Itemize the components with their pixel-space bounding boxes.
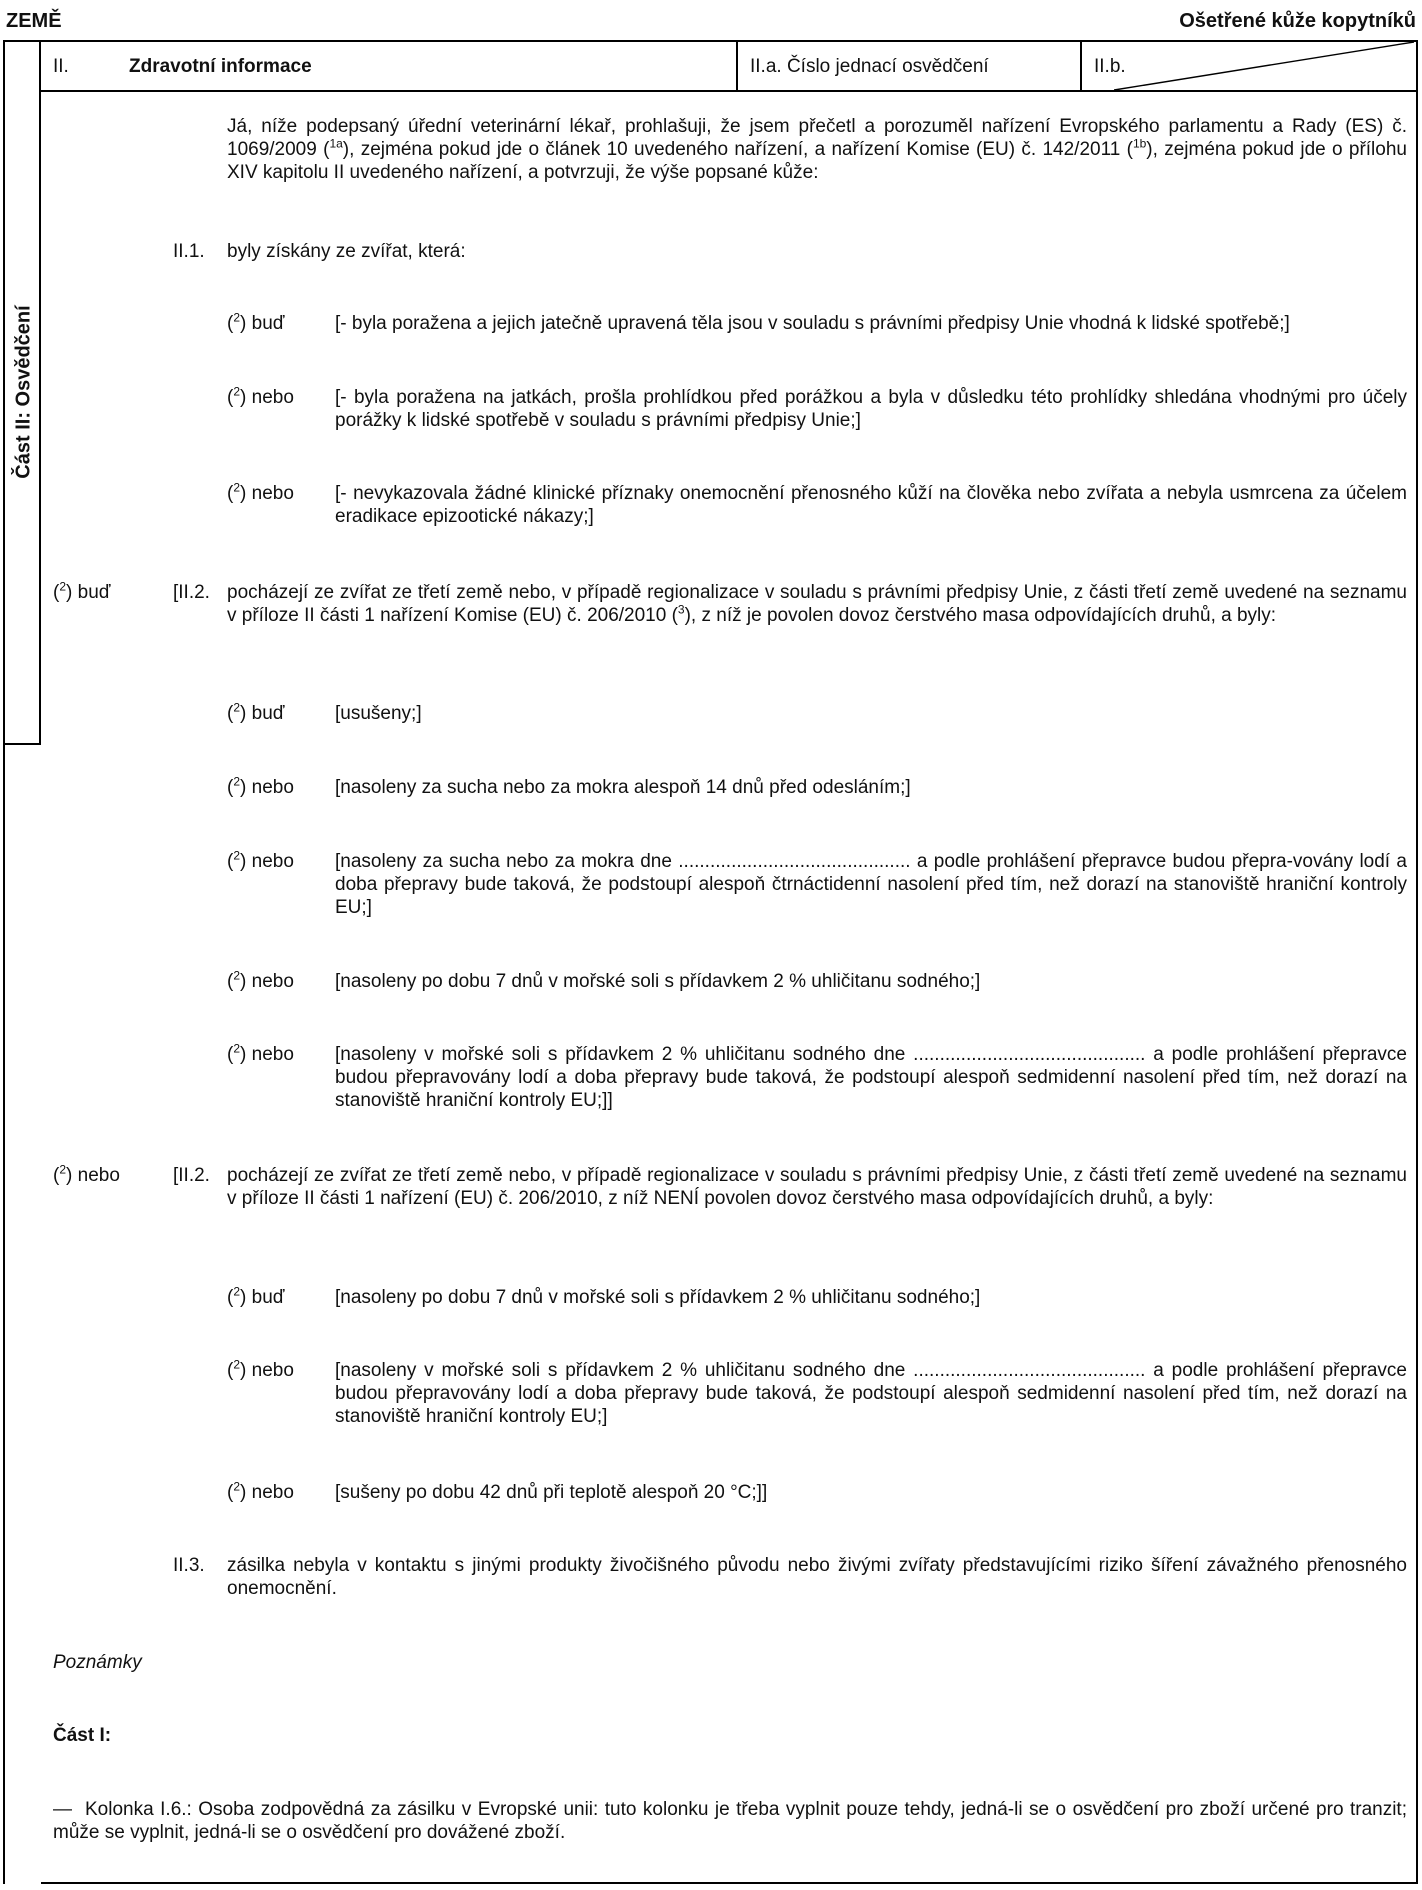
notes-part-title: Část I:	[53, 1725, 112, 1746]
ii3-text: zásilka nebyla v kontaktu s jinými produkty živočišného původu nebo živými zvířaty představujícími riziko šíření závažného přenosného onemocnění.	[227, 1555, 1407, 1599]
ii2a-text: pocházejí ze zvířat ze třetí země nebo, v případě regionalizace v souladu s právními předpisy Unie, z části třetí země uvedené na seznamu v příloze II části 1 nařízení Komise (EU) č. 206/2010 ($^3$), z níž je povolen dovoz čerstvého masa odpovídajících druhů, a byly:	[227, 582, 1407, 626]
option-lead: ($^2$) nebo	[227, 1479, 294, 1503]
ref-b-label: II.b.	[1094, 56, 1126, 77]
section-number: II.	[53, 56, 69, 77]
option-lead: ($^2$) buď	[227, 1284, 285, 1308]
option-lead: ($^2$) buď	[227, 310, 285, 334]
notes-dash: —	[53, 1799, 72, 1820]
ii3-number: II.3.	[173, 1555, 205, 1576]
notes-item: Kolonka I.6.: Osoba zodpovědná za zásilku v Evropské unii: tuto kolonku je třeba vyplnit pouze tehdy, jedná-li se o osvědčení pro zboží určené pro tranzit; může se vyplnit, jedná-li se o osvědčení pro dovážené zboží.	[53, 1799, 1407, 1843]
country-label: ZEMĚ	[6, 10, 62, 32]
option-lead: ($^2$) nebo	[227, 774, 294, 798]
ii2a-option-2: [nasoleny za sucha nebo za mokra alespoň 14 dnů před odesláním;]	[335, 777, 911, 798]
cancel-diagonal-line	[1114, 42, 1414, 92]
ii2b-option-2: [nasoleny v mořské soli s přídavkem 2 % uhličitanu sodného dne ............................................ a podle prohlášení přepravce budou přepravovány lodí a doba přepravy bude taková, že podstoupí alespoň sedmidenní nasolení před tím, než dorazí na stanoviště hraniční kontroly EU;]	[335, 1360, 1407, 1427]
ii2a-option-4: [nasoleny po dobu 7 dnů v mořské soli s přídavkem 2 % uhličitanu sodného;]	[335, 971, 981, 992]
option-lead: ($^2$) nebo	[227, 968, 294, 992]
reference-number-cell[interactable]: II.a. Číslo jednací osvědčení	[738, 42, 1082, 92]
option-lead: ($^2$) nebo	[227, 384, 294, 408]
section-header-cell	[41, 42, 738, 92]
ref-b-cell[interactable]	[1082, 42, 1416, 92]
section-header-row	[41, 40, 1418, 92]
ii2b-text: pocházejí ze zvířat ze třetí země nebo, v případě regionalizace v souladu s právními předpisy Unie, z části třetí země uvedené na seznamu v příloze II části 1 nařízení (EU) č. 206/2010, z níž NENÍ povolen dovoz čerstvého masa odpovídajících druhů, a byly:	[227, 1165, 1407, 1209]
ii1-option-1: [- byla poražena a jejich jatečně upravená těla jsou v souladu s právními předpisy Unie vhodná k lidské spotřebě;]	[335, 313, 1290, 334]
ii1-number: II.1.	[173, 241, 205, 262]
ii2a-option-1: [usušeny;]	[335, 703, 422, 724]
notes-title: Poznámky	[53, 1652, 142, 1673]
option-lead: ($^2$) nebo	[227, 1041, 294, 1065]
sidebar	[3, 40, 41, 745]
ii2a-number: [II.2.	[173, 582, 210, 603]
ii2b-option-1: [nasoleny po dobu 7 dnů v mořské soli s přídavkem 2 % uhličitanu sodného;]	[335, 1287, 981, 1308]
option-lead: ($^2$) nebo	[227, 1357, 294, 1381]
ii2a-lead: ($^2$) buď	[53, 579, 111, 603]
ii2a-option-3: [nasoleny za sucha nebo za mokra dne ............................................ a podle prohlášení přepravce budou přepra-vovány lodí a doba přepravy bude taková, že podstoupí alespoň čtrnáctidenní nasolení před tím, než dorazí na stanoviště hraniční kontroly EU;]	[335, 851, 1407, 918]
ii1-option-2: [- byla poražena na jatkách, prošla prohlídkou před porážkou a byla v důsledku této prohlídky shledána vhodnými pro účely porážky k lidské spotřebě v souladu s právními předpisy Unie;]	[335, 387, 1407, 431]
sidebar-label: Část II: Osvědčení	[12, 305, 35, 479]
ii2a-option-5: [nasoleny v mořské soli s přídavkem 2 % uhličitanu sodného dne ............................................ a podle prohlášení přepravce budou přepravovány lodí a doba přepravy bude taková, že podstoupí alespoň sedmidenní nasolení před tím, než dorazí na stanoviště hraniční kontroly EU;]]	[335, 1044, 1407, 1111]
ii1-text: byly získány ze zvířat, která:	[227, 241, 466, 262]
certificate-title: Ošetřené kůže kopytníků	[1179, 10, 1416, 32]
intro-paragraph: Já, níže podepsaný úřední veterinární lékař, prohlašuji, že jsem přečetl a porozuměl nařízení Evropského parlamentu a Rady (ES) č. 1069/2009 ($^{1a}$), zejména pokud jde o článek 10 uvedeného nařízení, a nařízení Komise (EU) č. 142/2011 ($^{1b}$), zejména pokud jde o přílohu XIV kapitolu II uvedeného nařízení, a potvrzuji, že výše popsané kůže:	[227, 116, 1407, 183]
ii1-option-3: [- nevykazovala žádné klinické příznaky onemocnění přenosného kůží na člověka nebo zvířata a nebyla usmrcena za účelem eradikace epizootické nákazy;]	[335, 483, 1407, 527]
ii2b-number: [II.2.	[173, 1165, 210, 1186]
option-lead: ($^2$) buď	[227, 700, 285, 724]
option-lead: ($^2$) nebo	[227, 848, 294, 872]
ii2b-lead: ($^2$) nebo	[53, 1162, 120, 1186]
option-lead: ($^2$) nebo	[227, 480, 294, 504]
ii2b-option-3: [sušeny po dobu 42 dnů při teplotě alespoň 20 °C;]]	[335, 1482, 768, 1503]
section-title: Zdravotní informace	[129, 56, 312, 77]
